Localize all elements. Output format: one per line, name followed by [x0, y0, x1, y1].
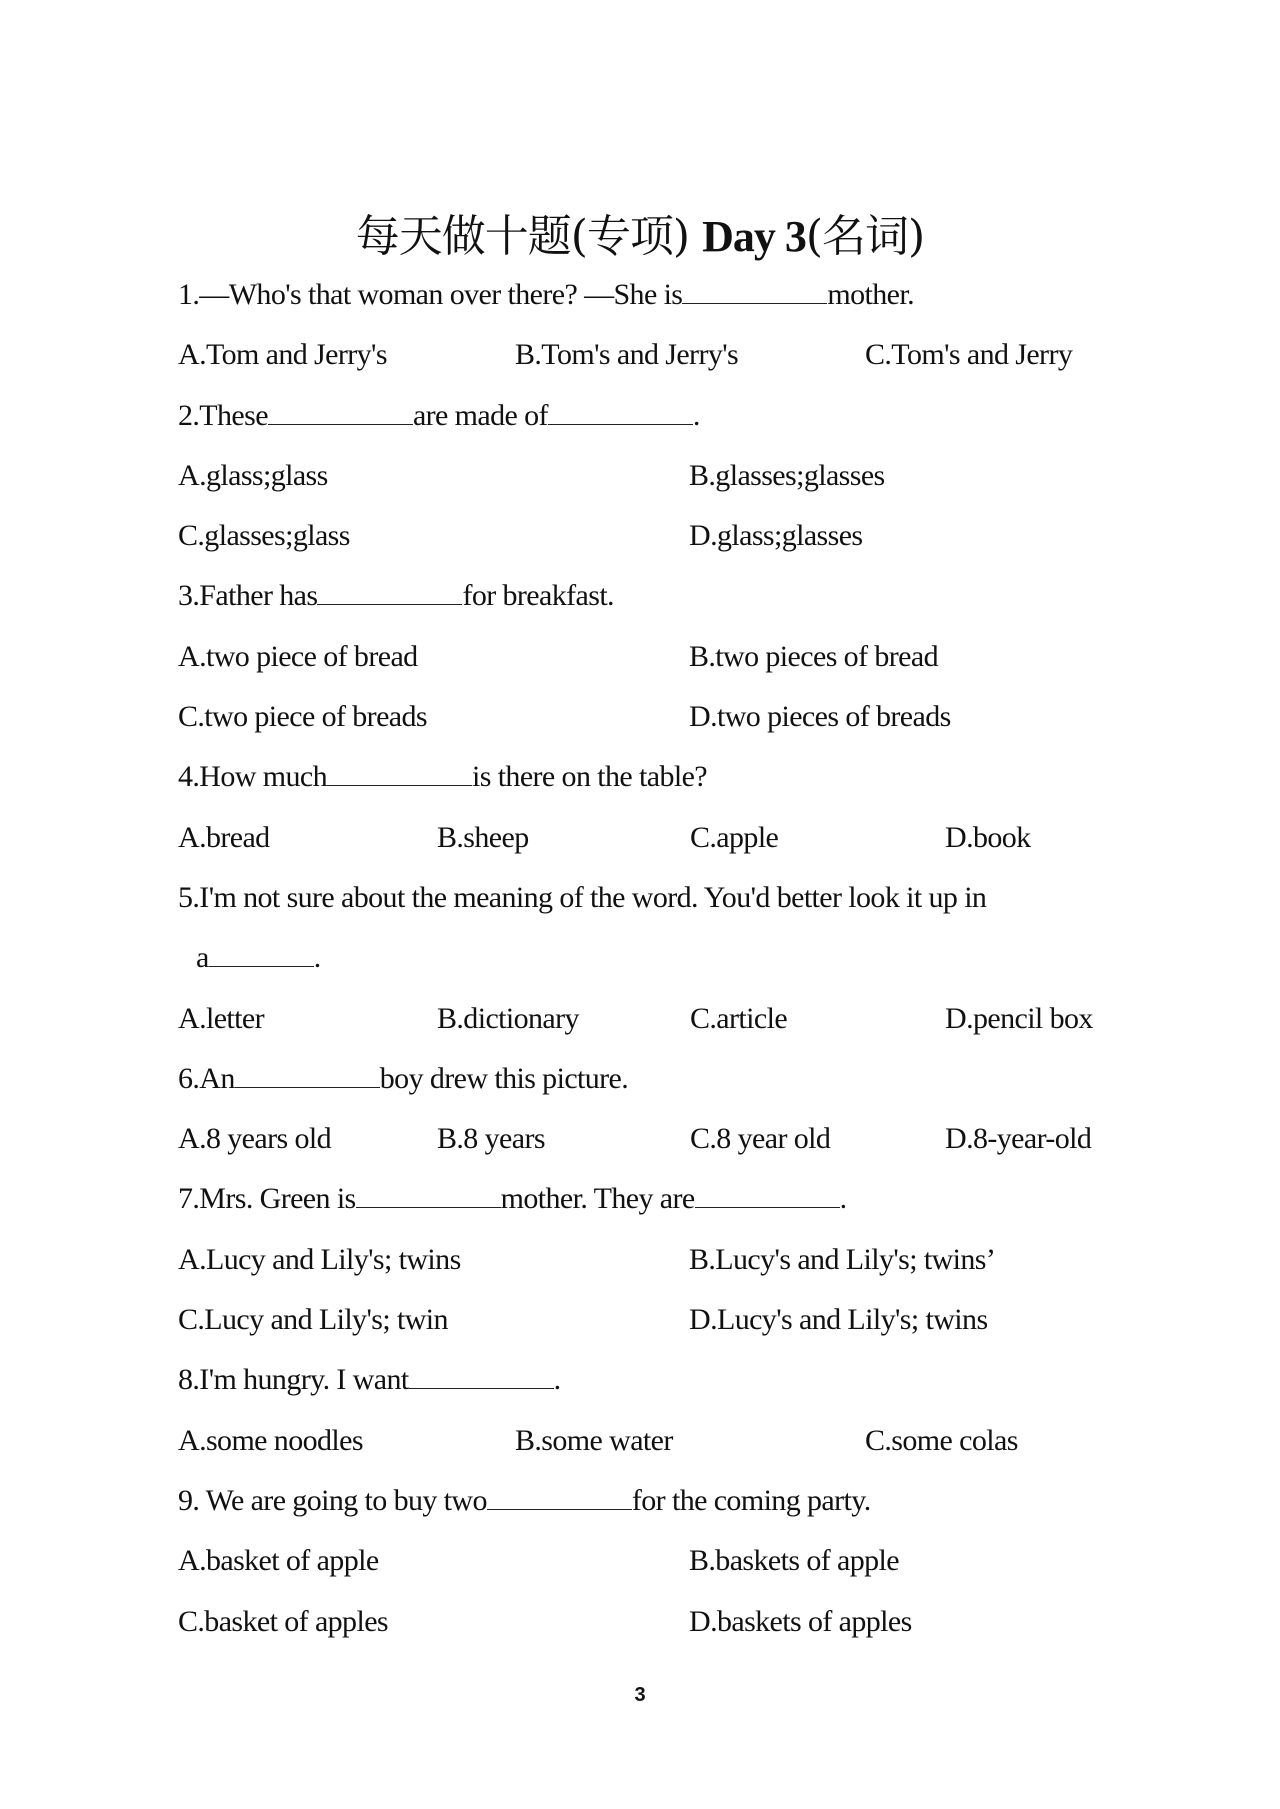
option-a: A.basket of apple [178, 1544, 379, 1578]
option-c: C.some colas [865, 1423, 1018, 1457]
stem-text: boy drew this picture. [379, 1061, 629, 1095]
question-2-options [178, 506, 1138, 566]
option-b: B.two pieces of bread [689, 639, 938, 673]
option-d: D.glass;glasses [689, 519, 863, 553]
option-c: C.basket of apples [178, 1604, 388, 1638]
option-a: A.some noodles [178, 1423, 363, 1457]
question-1-options [178, 325, 1138, 385]
answer-blank [695, 1183, 840, 1208]
option-a: A.8 years old [178, 1122, 331, 1156]
option-d: D.pencil box [945, 1001, 1093, 1035]
option-a: A.two piece of bread [178, 639, 418, 673]
question-3-options [178, 687, 1138, 747]
title-day: Day 3 [702, 212, 806, 261]
question-9-stem [178, 1471, 1138, 1531]
page-number: 3 [634, 1684, 646, 1706]
answer-blank [548, 400, 693, 425]
option-c: C.8 year old [690, 1122, 831, 1156]
option-c: C.article [690, 1001, 788, 1035]
question-6-stem [178, 1049, 1138, 1109]
stem-text: 6.An [178, 1061, 235, 1095]
option-d: D.8-year-old [945, 1122, 1092, 1156]
question-9-options [178, 1592, 1138, 1652]
stem-text: 1.—Who's that woman over there? —She is [178, 278, 683, 311]
option-b: B.8 years [437, 1122, 545, 1156]
question-4-options [178, 808, 1138, 868]
option-d: D.book [945, 820, 1031, 854]
question-5-options [178, 989, 1138, 1049]
question-8-options [178, 1411, 1138, 1471]
option-b: B.baskets of apple [689, 1544, 899, 1578]
question-5-stem [178, 868, 1138, 928]
answer-blank [327, 761, 472, 786]
stem-text: . [839, 1182, 847, 1216]
answer-blank [682, 279, 827, 304]
option-b: B.dictionary [437, 1001, 579, 1035]
stem-text: . [313, 941, 321, 975]
question-3-options [178, 627, 1138, 687]
stem-text: 5.I'm not sure about the meaning of the word. You'd better look it up in [178, 880, 987, 914]
stem-text: are made of [412, 398, 548, 432]
stem-text: a [196, 941, 209, 975]
option-c: C.glasses;glass [178, 519, 350, 553]
stem-text: 8.I'm hungry. I want [178, 1363, 409, 1397]
option-a: A.Lucy and Lily's; twins [178, 1242, 461, 1276]
stem-text: mother. They are [500, 1182, 695, 1216]
option-b: B.sheep [437, 820, 529, 854]
question-9-options [178, 1531, 1138, 1591]
answer-blank [268, 400, 413, 425]
question-8-stem [178, 1350, 1138, 1410]
option-d: D.two pieces of breads [689, 700, 951, 734]
stem-text: is there on the table? [471, 760, 708, 794]
option-c: C.apple [690, 820, 779, 854]
stem-text: for the coming party. [631, 1483, 871, 1517]
question-7-stem [178, 1169, 1138, 1229]
option-c: C.Tom's and Jerry [865, 338, 1073, 372]
option-c: C.Lucy and Lily's; twin [178, 1303, 448, 1337]
option-d: D.Lucy's and Lily's; twins [689, 1303, 988, 1337]
option-b: B.Tom's and Jerry's [515, 338, 739, 372]
answer-blank [487, 1485, 632, 1510]
stem-text: 9. We are going to buy two [178, 1483, 487, 1517]
question-4-stem [178, 747, 1138, 807]
stem-text: . [553, 1363, 561, 1397]
question-5-stem-cont [178, 928, 1138, 988]
question-2-options [178, 446, 1138, 506]
stem-text: 3.Father has [178, 579, 318, 613]
answer-blank [235, 1063, 380, 1088]
answer-blank [317, 580, 462, 605]
stem-text: . [692, 398, 700, 432]
option-a: A.glass;glass [178, 458, 328, 492]
option-b: B.glasses;glasses [689, 458, 885, 492]
stem-text: mother. [827, 278, 915, 311]
option-c: C.two piece of breads [178, 700, 427, 734]
question-7-options [178, 1230, 1138, 1290]
answer-blank [409, 1364, 554, 1389]
question-1-stem [178, 265, 1138, 325]
question-3-stem [178, 566, 1138, 626]
answer-blank [209, 942, 314, 967]
question-2-stem [178, 386, 1138, 446]
option-a: A.bread [178, 820, 270, 854]
option-d: D.baskets of apples [689, 1604, 912, 1638]
option-b: B.Lucy's and Lily's; twins’ [689, 1242, 996, 1276]
title-chinese: 每天做十题(专项) [355, 211, 690, 262]
stem-text: 2.These [178, 398, 268, 432]
stem-text: 7.Mrs. Green is [178, 1182, 356, 1216]
option-b: B.some water [515, 1423, 673, 1457]
question-6-options [178, 1109, 1138, 1169]
stem-text: for breakfast. [462, 579, 614, 613]
stem-text: 4.How much [178, 760, 327, 794]
title-topic: (名词) [805, 211, 925, 262]
question-list [178, 265, 1138, 1652]
answer-blank [356, 1183, 501, 1208]
question-7-options [178, 1290, 1138, 1350]
page-title [0, 200, 1280, 264]
option-a: A.letter [178, 1001, 264, 1035]
option-a: A.Tom and Jerry's [178, 338, 387, 372]
